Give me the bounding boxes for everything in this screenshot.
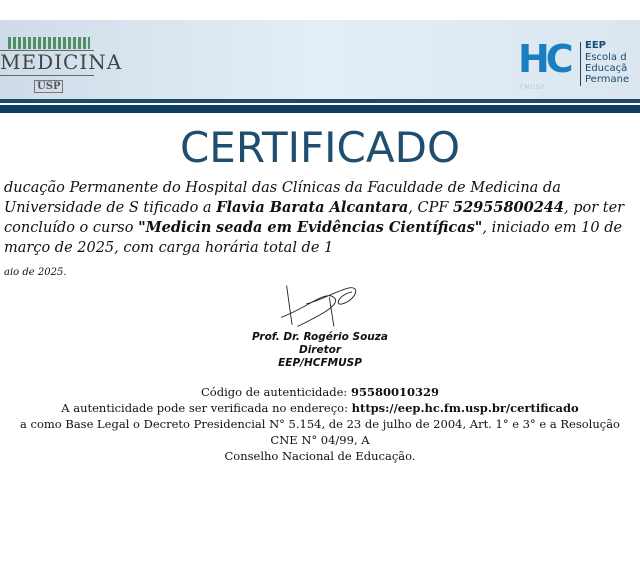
verification-line <box>6 400 634 416</box>
recipient-name: Flavia Barata Alcantara <box>216 199 409 216</box>
signer-org: EEP/HCFMUSP <box>278 357 362 369</box>
authenticity-code <box>6 384 634 400</box>
certificate-title: CERTIFICADO <box>179 123 461 172</box>
certificate-body <box>0 178 640 258</box>
divider <box>0 75 94 76</box>
signature-area <box>0 281 640 331</box>
eep-line: Escola d <box>585 52 627 63</box>
legal-basis-line: a como Base Legal o Decreto Presidencial N° 5.154, de 23 de julho de 2004, Art. 1° e 3° e a Resolução CNE N° 04/99, A <box>20 417 620 447</box>
text: , por ter concluído o curso <box>4 200 625 236</box>
eep-line: Permane <box>585 74 630 85</box>
course-name: "Medicin <box>138 219 212 236</box>
signer-name: Prof. Dr. Rogério Souza <box>252 331 388 343</box>
footer <box>0 384 640 464</box>
header-band <box>0 105 640 113</box>
signer-role: Diretor <box>298 344 342 356</box>
signature <box>275 281 370 331</box>
text: , iniciado em 10 de março de 2025, com carga horária total de 1 <box>4 220 623 256</box>
fmusp-label: FMUSP <box>520 84 546 91</box>
medicina-logo-text: MEDICINA <box>0 50 123 74</box>
verification-url[interactable]: https://eep.hc.fm.usp.br/certificado <box>351 401 579 415</box>
course-name: seada em Evidências Científicas" <box>216 219 483 236</box>
header-rule <box>0 99 640 103</box>
usp-logo: USP <box>34 80 63 93</box>
cpf: 52955800244 <box>453 199 564 216</box>
text: , CPF <box>408 200 453 216</box>
code: 95580010329 <box>350 385 439 399</box>
divider <box>580 42 581 86</box>
legal-basis-line-2: Conselho Nacional de Educação. <box>224 449 416 463</box>
text: Código de autenticidade: <box>201 385 351 399</box>
certificate-content <box>0 122 640 464</box>
eep-label: EEP <box>585 40 606 51</box>
text: A autenticidade pode ser verificada no endereço: <box>61 401 352 415</box>
eep-line: Educaçã <box>585 63 628 74</box>
text: tificado a <box>143 200 217 216</box>
body-line-1: ducação Permanente do Hospital das Clínicas da Faculdade de Medicina da Universidade de S <box>4 180 561 216</box>
hc-logo: HC <box>518 37 570 81</box>
issue-date: aio de 2025. <box>4 267 67 278</box>
medicina-logo-building <box>8 37 90 49</box>
